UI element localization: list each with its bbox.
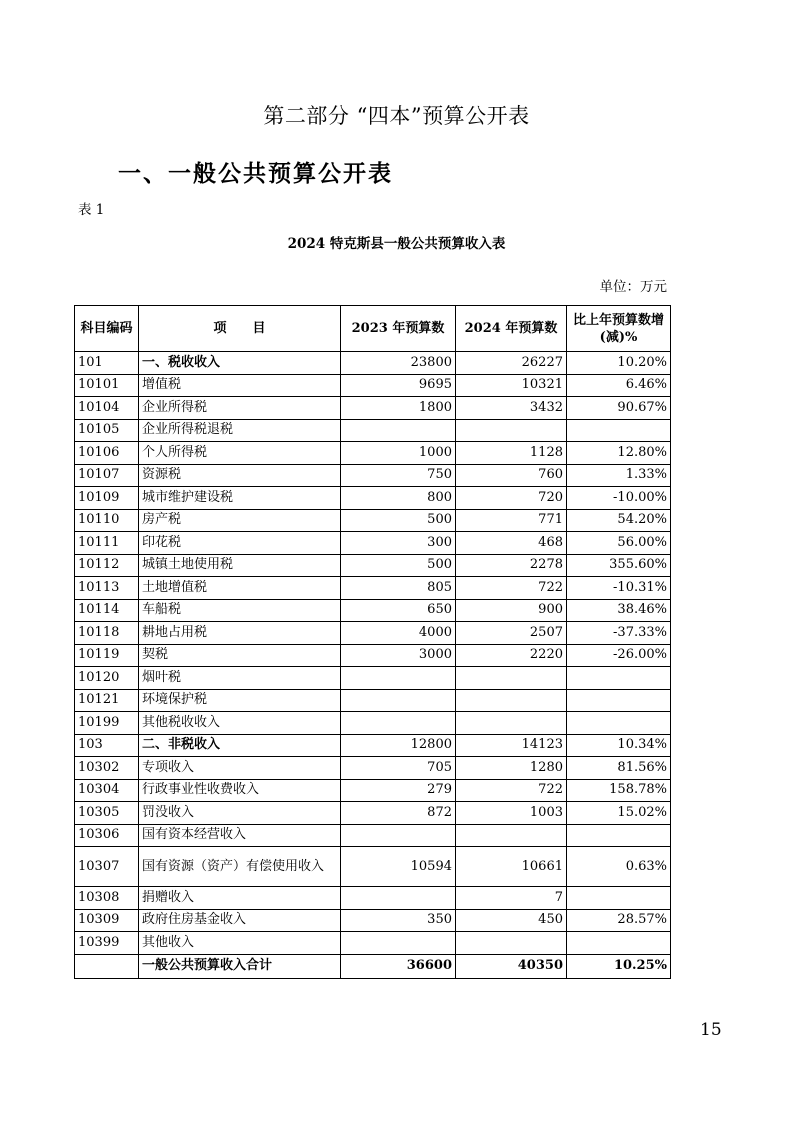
- cell-2023: [341, 667, 456, 690]
- cell-2023: 300: [341, 532, 456, 555]
- cell-change: [567, 689, 671, 712]
- cell-2024: 760: [456, 464, 567, 487]
- cell-item: 环境保护税: [139, 689, 341, 712]
- cell-change: 158.78%: [567, 779, 671, 802]
- table-row: [75, 577, 671, 600]
- cell-2023: [341, 712, 456, 735]
- cell-change: [567, 824, 671, 847]
- cell-code: 10302: [75, 757, 139, 780]
- cell-code: 10105: [75, 419, 139, 442]
- cell-item: 车船税: [139, 599, 341, 622]
- header-code: 科目编码: [75, 306, 139, 352]
- cell-code: 10121: [75, 689, 139, 712]
- cell-change: [567, 932, 671, 955]
- table-row: [75, 847, 671, 887]
- cell-item: 契税: [139, 644, 341, 667]
- table-row: [75, 532, 671, 555]
- cell-code: 10305: [75, 802, 139, 825]
- table-body: [75, 352, 671, 979]
- cell-2023: 1800: [341, 397, 456, 420]
- cell-2024: 1280: [456, 757, 567, 780]
- cell-2023: 4000: [341, 622, 456, 645]
- cell-2023: 36600: [341, 954, 456, 978]
- cell-code: 10307: [75, 847, 139, 887]
- cell-2023: 805: [341, 577, 456, 600]
- cell-item: 土地增值税: [139, 577, 341, 600]
- cell-change: [567, 419, 671, 442]
- cell-code: 10101: [75, 374, 139, 397]
- table-title: 2024 特克斯县一般公共预算收入表: [287, 236, 506, 252]
- cell-code: 10107: [75, 464, 139, 487]
- cell-item: 政府住房基金收入: [139, 909, 341, 932]
- cell-item: 印花税: [139, 532, 341, 555]
- cell-code: 103: [75, 734, 139, 757]
- cell-2024: 722: [456, 577, 567, 600]
- table-row: [75, 487, 671, 510]
- cell-2024: [456, 932, 567, 955]
- cell-item: 资源税: [139, 464, 341, 487]
- cell-change: 6.46%: [567, 374, 671, 397]
- table-row: [75, 419, 671, 442]
- cell-change: 355.60%: [567, 554, 671, 577]
- cell-item: 罚没收入: [139, 802, 341, 825]
- cell-2024: 7: [456, 887, 567, 910]
- cell-item: 烟叶税: [139, 667, 341, 690]
- cell-change: 10.20%: [567, 352, 671, 375]
- cell-2023: 705: [341, 757, 456, 780]
- cell-item: 增值税: [139, 374, 341, 397]
- cell-change: 10.34%: [567, 734, 671, 757]
- table-row: [75, 909, 671, 932]
- cell-2023: [341, 932, 456, 955]
- cell-code: 10304: [75, 779, 139, 802]
- cell-item: 其他税收收入: [139, 712, 341, 735]
- cell-2023: 23800: [341, 352, 456, 375]
- cell-2023: 10594: [341, 847, 456, 887]
- cell-item: 二、非税收入: [139, 734, 341, 757]
- cell-code: 10118: [75, 622, 139, 645]
- cell-change: 15.02%: [567, 802, 671, 825]
- cell-2023: 500: [341, 509, 456, 532]
- cell-2024: [456, 419, 567, 442]
- table-row: [75, 667, 671, 690]
- cell-change: -10.00%: [567, 487, 671, 510]
- table-row: [75, 352, 671, 375]
- cell-code: 10113: [75, 577, 139, 600]
- table-row: [75, 644, 671, 667]
- cell-code: 10110: [75, 509, 139, 532]
- cell-2024: 1128: [456, 442, 567, 465]
- cell-item: 企业所得税: [139, 397, 341, 420]
- cell-code: 10309: [75, 909, 139, 932]
- table-row: [75, 734, 671, 757]
- cell-2024: 468: [456, 532, 567, 555]
- unit-label: 单位：万元: [599, 279, 667, 295]
- cell-item: 房产税: [139, 509, 341, 532]
- cell-change: -10.31%: [567, 577, 671, 600]
- table-row: [75, 374, 671, 397]
- cell-code: 10112: [75, 554, 139, 577]
- cell-2024: 722: [456, 779, 567, 802]
- cell-change: -37.33%: [567, 622, 671, 645]
- cell-2023: 650: [341, 599, 456, 622]
- cell-item: 一般公共预算收入合计: [139, 954, 341, 978]
- cell-2024: 14123: [456, 734, 567, 757]
- cell-2023: 12800: [341, 734, 456, 757]
- cell-2024: 450: [456, 909, 567, 932]
- cell-item: 一、税收收入: [139, 352, 341, 375]
- table-header-row: [75, 306, 671, 352]
- cell-code: 10308: [75, 887, 139, 910]
- table-row: [75, 779, 671, 802]
- cell-change: -26.00%: [567, 644, 671, 667]
- cell-2023: 1000: [341, 442, 456, 465]
- cell-2024: [456, 824, 567, 847]
- cell-change: 38.46%: [567, 599, 671, 622]
- cell-2023: [341, 824, 456, 847]
- cell-code: 10120: [75, 667, 139, 690]
- header-2024: 2024 年预算数: [456, 306, 567, 352]
- cell-code: 10119: [75, 644, 139, 667]
- cell-2024: 40350: [456, 954, 567, 978]
- cell-item: 企业所得税退税: [139, 419, 341, 442]
- page-number: 15: [700, 1020, 722, 1040]
- cell-2023: [341, 887, 456, 910]
- cell-change: [567, 712, 671, 735]
- cell-change: 12.80%: [567, 442, 671, 465]
- cell-code: [75, 954, 139, 978]
- table-row: [75, 712, 671, 735]
- cell-item: 国有资源（资产）有偿使用收入: [139, 847, 341, 887]
- cell-2024: 1003: [456, 802, 567, 825]
- table-row: [75, 509, 671, 532]
- cell-item: 国有资本经营收入: [139, 824, 341, 847]
- cell-2024: 10661: [456, 847, 567, 887]
- cell-item: 耕地占用税: [139, 622, 341, 645]
- cell-change: 28.57%: [567, 909, 671, 932]
- cell-2024: 10321: [456, 374, 567, 397]
- table-row: [75, 757, 671, 780]
- cell-change: 54.20%: [567, 509, 671, 532]
- table-row: [75, 887, 671, 910]
- budget-table: [74, 305, 671, 979]
- table-row: [75, 599, 671, 622]
- table-row: [75, 689, 671, 712]
- cell-change: 1.33%: [567, 464, 671, 487]
- cell-change: [567, 667, 671, 690]
- cell-code: 10199: [75, 712, 139, 735]
- cell-item: 城市维护建设税: [139, 487, 341, 510]
- cell-2024: [456, 712, 567, 735]
- table-row: [75, 554, 671, 577]
- cell-2024: 26227: [456, 352, 567, 375]
- cell-2023: [341, 419, 456, 442]
- cell-item: 捐赠收入: [139, 887, 341, 910]
- part-title: 第二部分 “四本”预算公开表: [263, 104, 530, 128]
- cell-2023: 3000: [341, 644, 456, 667]
- cell-2023: 800: [341, 487, 456, 510]
- cell-2023: [341, 689, 456, 712]
- cell-change: [567, 887, 671, 910]
- cell-item: 城镇土地使用税: [139, 554, 341, 577]
- table-number: 表 1: [78, 202, 105, 218]
- section-title: 一、一般公共预算公开表: [118, 160, 393, 187]
- cell-2024: [456, 689, 567, 712]
- cell-change: 81.56%: [567, 757, 671, 780]
- cell-code: 10114: [75, 599, 139, 622]
- table-row: [75, 622, 671, 645]
- cell-2024: 2278: [456, 554, 567, 577]
- cell-2023: 750: [341, 464, 456, 487]
- cell-code: 10111: [75, 532, 139, 555]
- table-row: [75, 397, 671, 420]
- table-row: [75, 442, 671, 465]
- cell-change: 10.25%: [567, 954, 671, 978]
- cell-item: 其他收入: [139, 932, 341, 955]
- cell-2024: [456, 667, 567, 690]
- header-2023: 2023 年预算数: [341, 306, 456, 352]
- cell-2023: 872: [341, 802, 456, 825]
- cell-item: 个人所得税: [139, 442, 341, 465]
- cell-code: 10306: [75, 824, 139, 847]
- cell-change: 0.63%: [567, 847, 671, 887]
- cell-2023: 9695: [341, 374, 456, 397]
- table-row: [75, 932, 671, 955]
- header-change: 比上年预算数增(减)%: [567, 306, 671, 352]
- cell-2023: 279: [341, 779, 456, 802]
- table-row: [75, 824, 671, 847]
- cell-item: 行政事业性收费收入: [139, 779, 341, 802]
- cell-2024: 720: [456, 487, 567, 510]
- cell-2023: 500: [341, 554, 456, 577]
- header-item: 项 目: [139, 306, 341, 352]
- cell-change: 90.67%: [567, 397, 671, 420]
- cell-code: 101: [75, 352, 139, 375]
- cell-code: 10106: [75, 442, 139, 465]
- cell-2024: 3432: [456, 397, 567, 420]
- cell-code: 10399: [75, 932, 139, 955]
- cell-2024: 2220: [456, 644, 567, 667]
- table-total-row: [75, 954, 671, 978]
- cell-code: 10104: [75, 397, 139, 420]
- cell-change: 56.00%: [567, 532, 671, 555]
- cell-2024: 900: [456, 599, 567, 622]
- cell-2024: 771: [456, 509, 567, 532]
- cell-2024: 2507: [456, 622, 567, 645]
- cell-2023: 350: [341, 909, 456, 932]
- cell-item: 专项收入: [139, 757, 341, 780]
- cell-code: 10109: [75, 487, 139, 510]
- table-row: [75, 464, 671, 487]
- table-row: [75, 802, 671, 825]
